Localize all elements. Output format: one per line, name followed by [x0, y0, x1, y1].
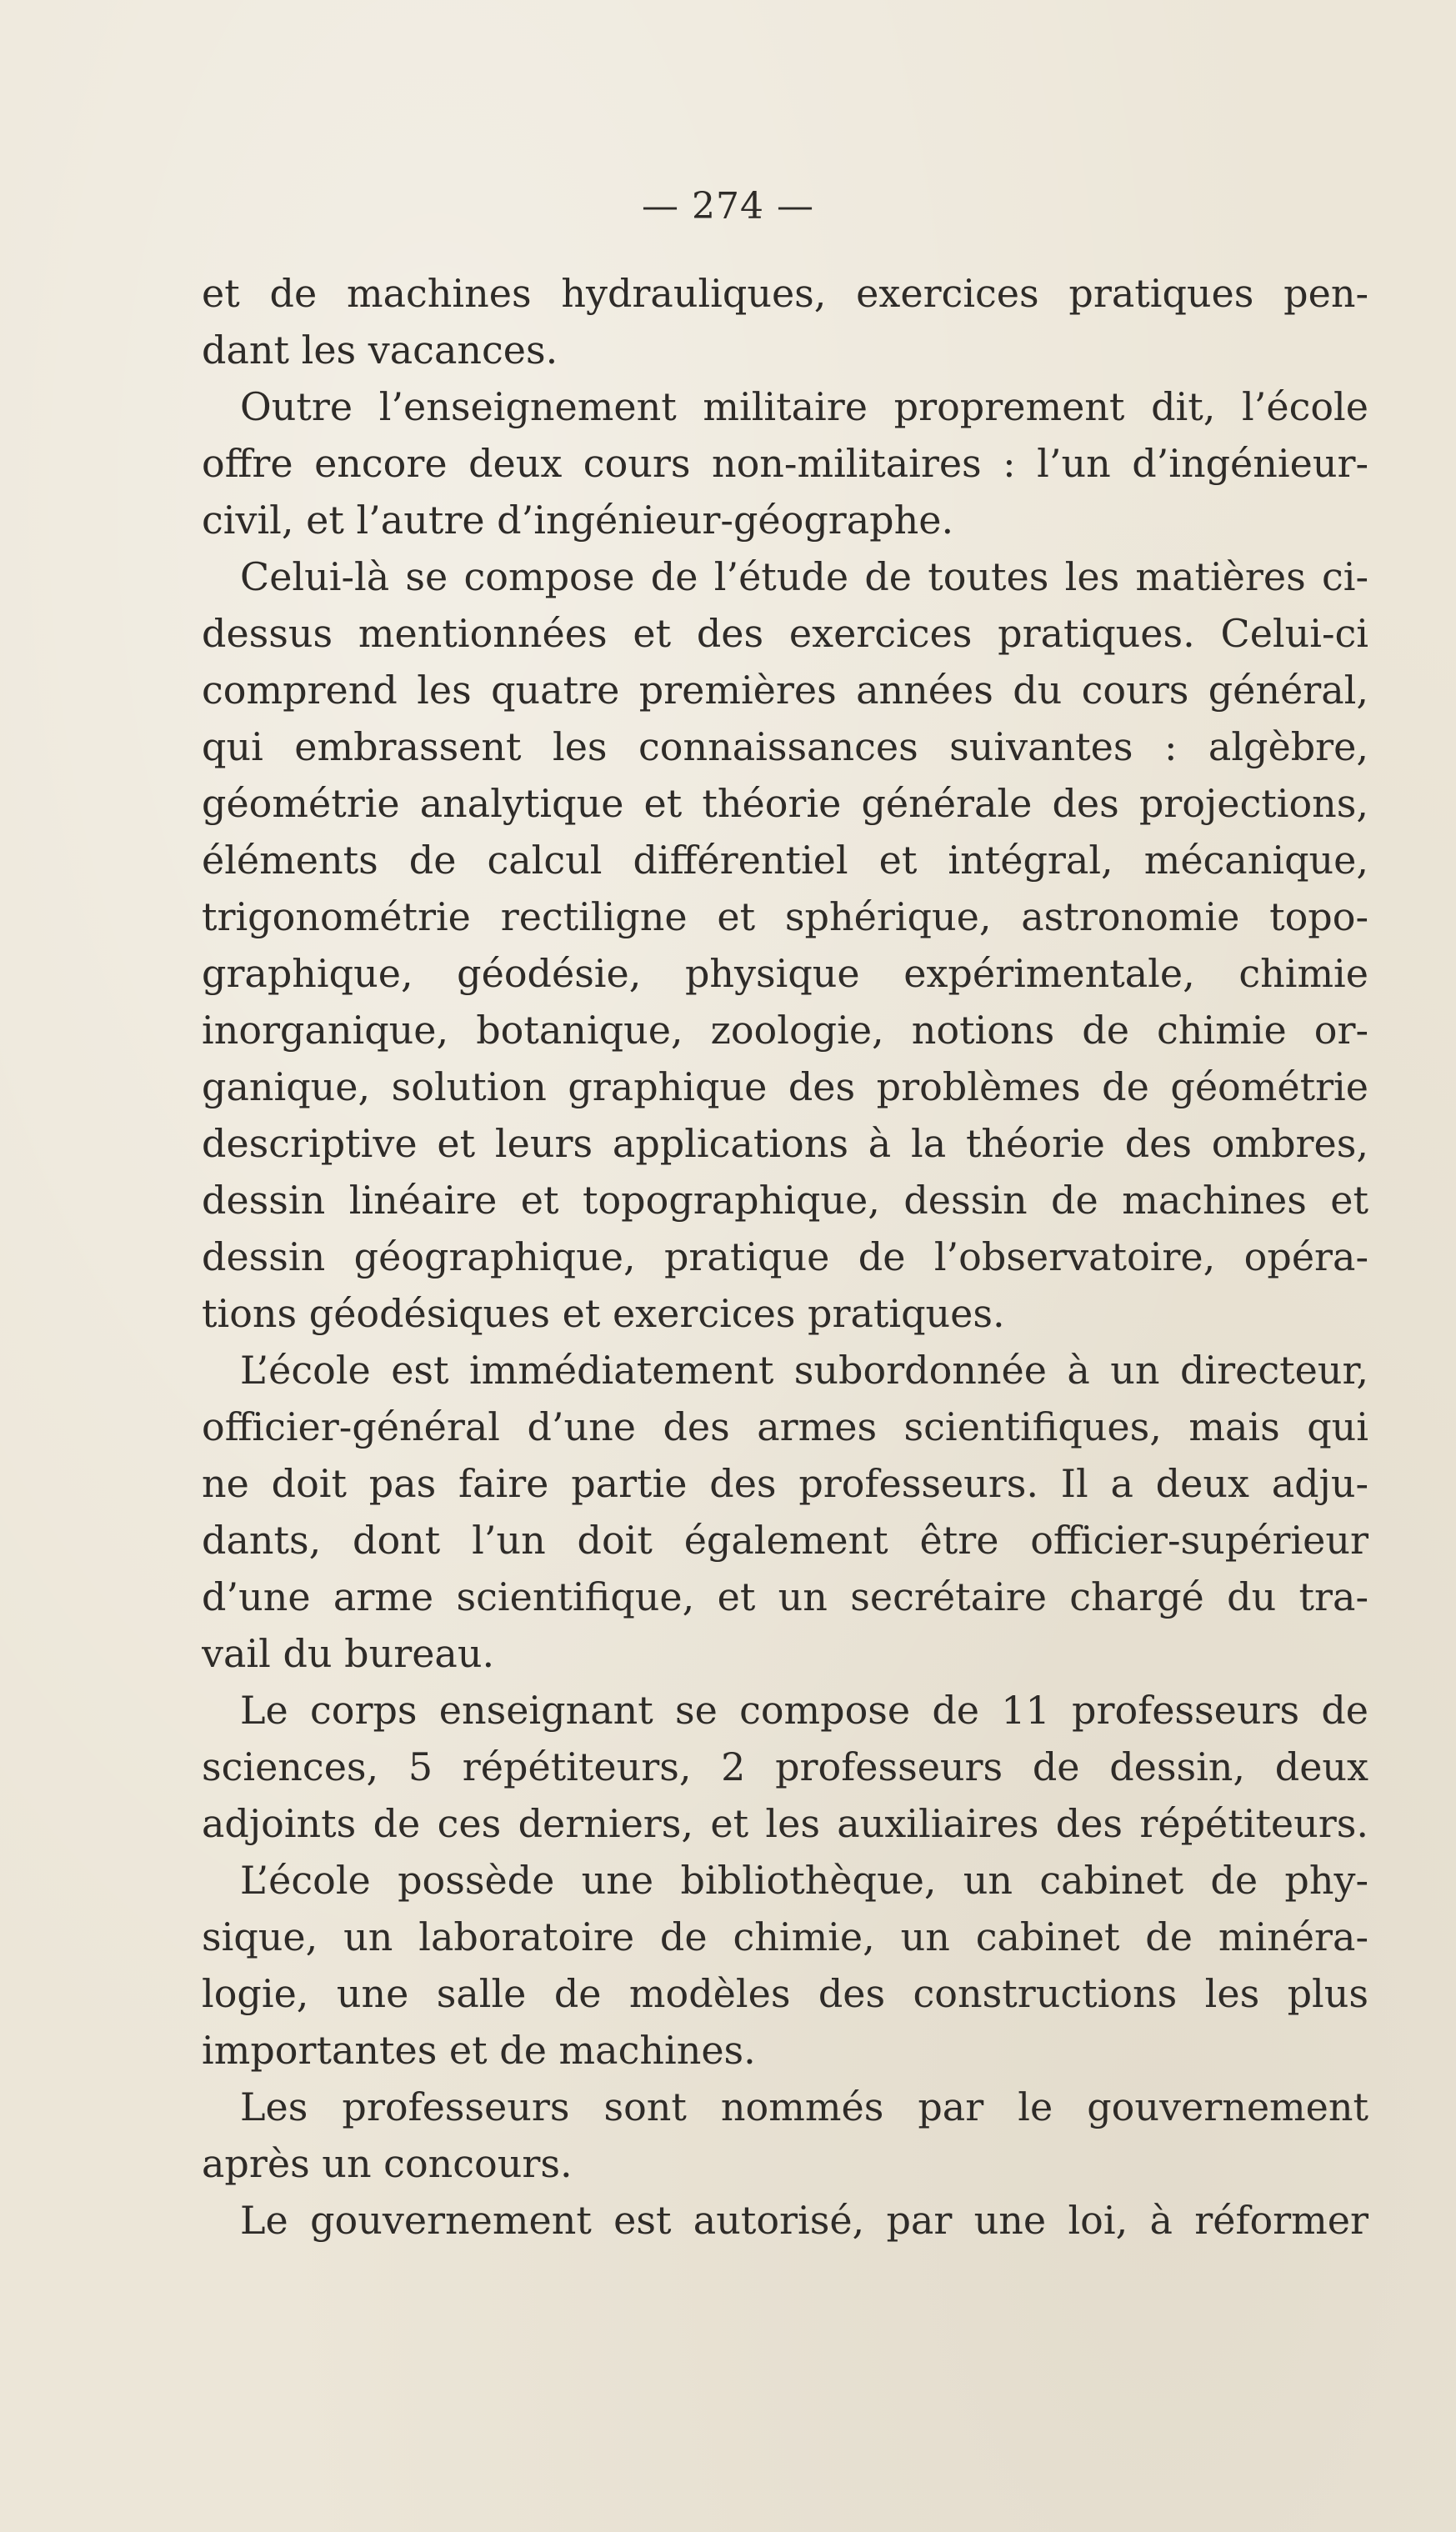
text-line: officier-général d’une des armes scientifiques, mais qui [202, 1404, 1368, 1449]
text-line: Les professeurs sont nommés par le gouvernement [240, 2084, 1368, 2129]
text-line: d’une arme scientifique, et un secrétaire chargé du tra- [202, 1574, 1368, 1619]
text-line: éléments de calcul différentiel et intégral, mécanique, [202, 838, 1368, 883]
text-line: tions géodésiques et exercices pratiques. [202, 1291, 1005, 1336]
text-line: sique, un laboratoire de chimie, un cabinet de minéra- [202, 1914, 1368, 1959]
text-line: logie, une salle de modèles des constructions les plus [202, 1971, 1368, 2016]
text-line: dessus mentionnées et des exercices pratiques. Celui-ci [202, 611, 1368, 656]
text-line: ganique, solution graphique des problèmes de géométrie [202, 1064, 1368, 1109]
page-number: — 274 — [642, 185, 814, 228]
text-line: Le gouvernement est autorisé, par une loi, à réformer [240, 2198, 1368, 2243]
text-line: après un concours. [202, 2141, 573, 2186]
text-line: graphique, géodésie, physique expérimentale, chimie [202, 951, 1368, 996]
text-line: offre encore deux cours non-militaires : l’un d’ingénieur- [202, 441, 1368, 486]
text-line: adjoints de ces derniers, et les auxiliaires des répétiteurs. [202, 1801, 1368, 1846]
text-line: sciences, 5 répétiteurs, 2 professeurs de dessin, deux [202, 1744, 1368, 1789]
text-line: dessin linéaire et topographique, dessin de machines et [202, 1178, 1368, 1223]
text-line: vail du bureau. [202, 1631, 495, 1676]
text-line: inorganique, botanique, zoologie, notions de chimie or- [202, 1008, 1368, 1053]
text-line: L’école est immédiatement subordonnée à un directeur, [240, 1348, 1368, 1393]
text-line: dant les vacances. [202, 328, 558, 373]
text-line: ne doit pas faire partie des professeurs. Il a deux adju- [202, 1461, 1368, 1506]
text-line: dessin géographique, pratique de l’observatoire, opéra- [202, 1234, 1368, 1279]
text-line: dants, dont l’un doit également être officier-supérieur [202, 1518, 1368, 1563]
text-line: trigonométrie rectiligne et sphérique, astronomie topo- [202, 894, 1368, 939]
text-line: Celui-là se compose de l’étude de toutes les matières ci- [240, 554, 1368, 599]
text-line: Le corps enseignant se compose de 11 professeurs de [240, 1688, 1368, 1733]
text-line: et de machines hydrauliques, exercices pratiques pen- [202, 271, 1368, 316]
text-line: comprend les quatre premières années du cours général, [202, 668, 1368, 713]
text-line: civil, et l’autre d’ingénieur-géographe. [202, 498, 954, 543]
text-line: importantes et de machines. [202, 2028, 756, 2073]
body-text [202, 265, 1368, 2249]
text-line: Outre l’enseignement militaire proprement dit, l’école [240, 384, 1368, 429]
text-line: L’école possède une bibliothèque, un cabinet de phy- [240, 1858, 1368, 1903]
text-line: descriptive et leurs applications à la théorie des ombres, [202, 1121, 1368, 1166]
text-line: géométrie analytique et théorie générale des projections, [202, 781, 1368, 826]
text-line: qui embrassent les connaissances suivantes : algèbre, [202, 724, 1368, 769]
